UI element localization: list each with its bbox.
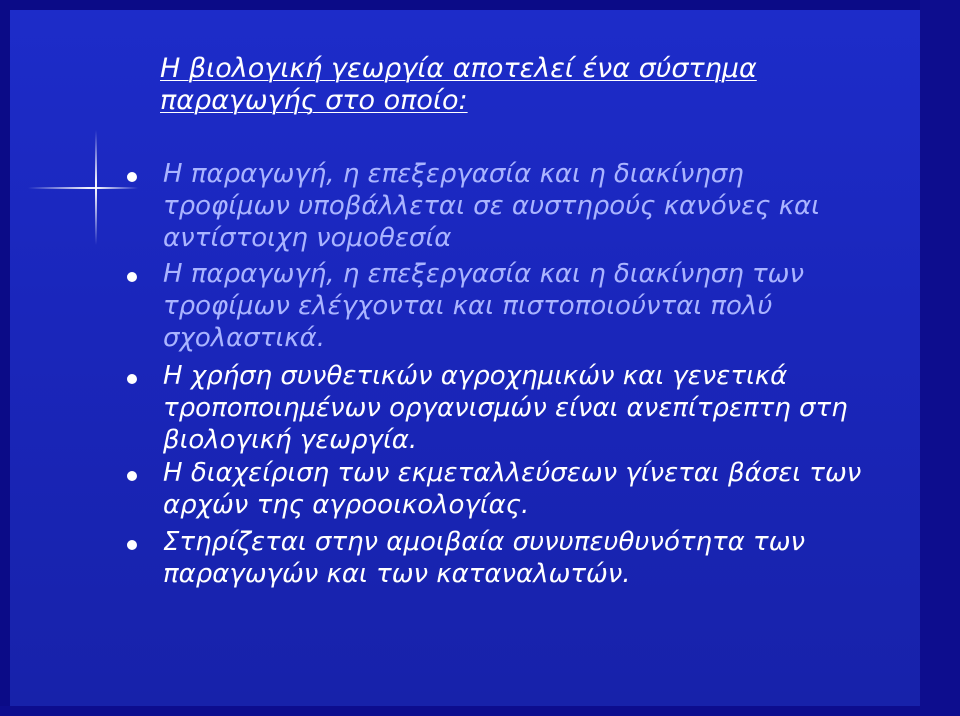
bullet-text: Η χρήση συνθετικών αγροχημικών και γενετικά τροποποιημένων οργανισμών είναι ανεπίτρεπτη στη βιολογική γεωργία.: [163, 361, 848, 455]
bullet-dot-icon: [127, 374, 137, 384]
slide-title: Η βιολογική γεωργία αποτελεί ένα σύστημα παραγωγής στο οποίο:: [160, 53, 757, 116]
bullet-dot-icon: [127, 172, 137, 182]
bullet-dot-icon: [127, 272, 137, 282]
bullet-text: Η παραγωγή, η επεξεργασία και η διακίνηση των τροφίμων ελέγχονται και πιστοποιούνται πολύ σχολαστικά.: [163, 259, 804, 353]
bullet-dot-icon: [127, 540, 137, 550]
right-edge-band: [920, 0, 960, 716]
bottom-edge-band: [0, 706, 960, 716]
bullet-text: Στηρίζεται στην αμοιβαία συνυπευθυνότητα των παραγωγών και των καταναλωτών.: [163, 527, 805, 589]
bullet-dot-icon: [127, 471, 137, 481]
bullet-text: Η παραγωγή, η επεξεργασία και η διακίνηση τροφίμων υποβάλλεται σε αυστηρούς κανόνες και αντίστοιχη νομοθεσία: [163, 159, 820, 253]
sparkle-icon-horizontal: [28, 187, 138, 189]
bullet-text: Η διαχείριση των εκμεταλλεύσεων γίνεται βάσει των αρχών της αγροοικολογίας.: [163, 458, 862, 520]
